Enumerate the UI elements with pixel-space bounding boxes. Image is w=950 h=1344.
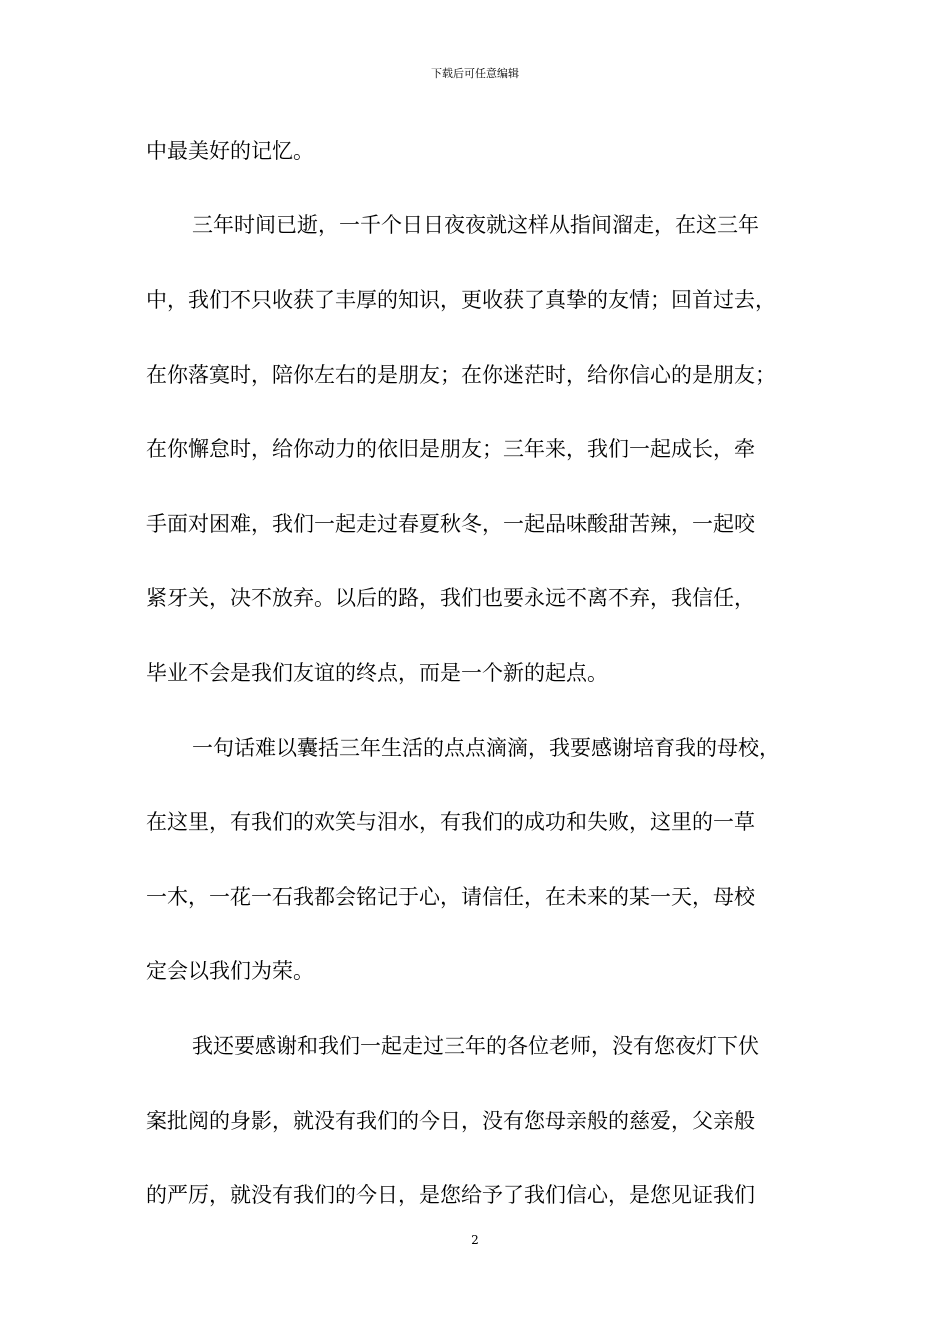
text-line: 一木，一花一石我都会铭记于心，请信任，在未来的某一天，母校: [146, 885, 755, 909]
text-line: 中最美好的记忆。: [146, 139, 314, 163]
text-line: 案批阅的身影，就没有我们的今日，没有您母亲般的慈爱，父亲般: [146, 1109, 755, 1133]
page-header: 下载后可任意编辑: [431, 67, 519, 80]
text-line: 在你落寞时，陪你左右的是朋友；在你迷茫时，给你信心的是朋友；: [146, 363, 776, 387]
text-line: 定会以我们为荣。: [146, 959, 314, 983]
paragraph-start-line: 三年时间已逝，一千个日日夜夜就这样从指间溜走，在这三年: [192, 213, 759, 237]
text-line: 在这里，有我们的欢笑与泪水，有我们的成功和失败，这里的一草: [146, 810, 755, 834]
text-line: 的严厉，就没有我们的今日，是您给予了我们信心，是您见证我们: [146, 1183, 755, 1207]
text-line: 毕业不会是我们友谊的终点，而是一个新的起点。: [146, 661, 608, 685]
text-line: 手面对困难，我们一起走过春夏秋冬，一起品味酸甜苦辣，一起咬: [146, 512, 755, 536]
paragraph-start-line: 我还要感谢和我们一起走过三年的各位老师，没有您夜灯下伏: [192, 1034, 759, 1058]
text-line: 中，我们不只收获了丰厚的知识，更收获了真挚的友情；回首过去，: [146, 288, 776, 312]
text-line: 紧牙关，决不放弃。以后的路，我们也要永远不离不弃，我信任，: [146, 586, 755, 610]
text-line: 在你懈怠时，给你动力的依旧是朋友；三年来，我们一起成长，牵: [146, 437, 755, 461]
paragraph-start-line: 一句话难以囊括三年生活的点点滴滴，我要感谢培育我的母校，: [192, 736, 780, 760]
page-number: 2: [471, 1233, 479, 1247]
